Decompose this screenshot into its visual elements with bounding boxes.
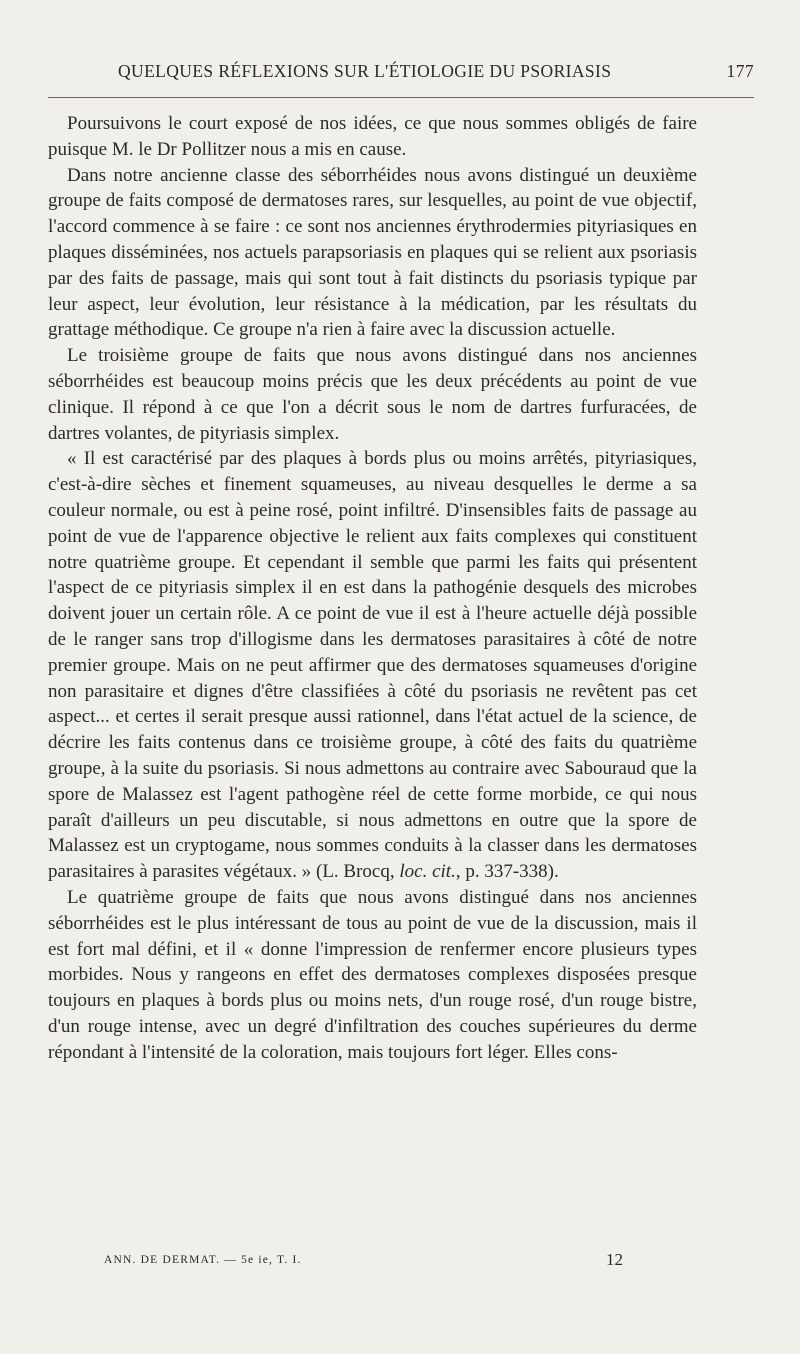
paragraph-3: Le troisième groupe de faits que nous avons distingué dans nos anciennes séborrhéides est beaucoup moins précis que les deux précédents au point de vue clinique. Il répond à ce que l'on a décrit sous le nom de dartres furfuracées, de dartres volantes, de pityriasis simplex. xyxy=(48,345,697,444)
header-rule xyxy=(48,97,754,98)
page-number: 177 xyxy=(726,61,754,81)
printer-signature: ANN. DE DERMAT. — 5e ie, T. I. xyxy=(104,1254,302,1266)
paragraph-1: Poursuivons le court exposé de nos idées, ce que nous sommes obligés de faire puisque M. le Dr Pollitzer nous a mis en cause. xyxy=(48,113,697,160)
running-title: QUELQUES RÉFLEXIONS SUR L'ÉTIOLOGIE DU PSORIASIS xyxy=(118,61,612,81)
paragraph-2: Dans notre ancienne classe des séborrhéides nous avons distingué un deuxième groupe de faits composé de dermatoses rares, sur lesquelles, au point de vue objectif, l'accord commence à se faire : ce sont nos anciennes érythrodermies pityriasiques en plaques disséminées, nos actuels parapsoriasis en plaques qui se relient aux psoriasis par des faits de passage, mais qui sont tout à fait distincts du psoriasis typique par leur aspect, leur évolution, leur résistance à la médication, par les résultats du grattage méthodique. Ce groupe n'a rien à faire avec la discussion actuelle. xyxy=(48,164,697,341)
footer xyxy=(48,1250,754,1274)
quote-text: « Il est caractérisé par des plaques à bords plus ou moins arrêtés, pityriasiques, c'est-à-dire sèches et finement squameuses, au niveau desquelles le derme a sa couleur normale, ou est à peine rosé, point infiltré. D'insensibles faits de passage au point de vue de l'apparence objective le relient aux faits complexes qui constituent notre quatrième groupe. Et cependant il semble que parmi les faits qui présentent l'aspect de ce pityriasis simplex il en est dans la pathogénie desquels des microbes doivent jouer un certain rôle. A ce point de vue il est à l'heure actuelle déjà possible de le ranger sans trop d'illogisme dans les dermatoses parasitaires à côté de notre premier groupe. Mais on ne peut affirmer que des dermatoses squameuses d'origine non parasitaire et dignes d'être classifiées à côté du psoriasis ne revêtent pas cet aspect... et certes il serait presque aussi rationnel, dans l'état actuel de la science, de décrire les faits contenus dans ce troisième groupe, à côté des faits du quatrième groupe, à la suite du psoriasis. Si nous admettons au contraire avec Sabouraud que la spore de Malassez est l'agent pathogène réel de cette forme morbide, ce qui nous paraît d'ailleurs un peu discutable, si nous admettons en outre que la spore de Malassez est un cryptogame, nous sommes conduits à la classer dans les dermatoses parasitaires à parasites végétaux. » (L. Brocq, xyxy=(48,448,697,883)
paragraph-5: Le quatrième groupe de faits que nous avons distingué dans nos anciennes séborrhéides est le plus intéressant de tous au point de vue de la discussion, mais il est fort mal défini, et il « donne l'impression de renfermer encore plusieurs types morbides. Nous y rangeons en effet des dermatoses complexes disposées presque toujours en plaques à bords plus ou moins nets, d'un rouge rosé, d'un rouge bistre, d'un rouge intense, avec un degré d'infiltration des couches supérieures du derme répondant à l'intensité de la coloration, mais toujours fort léger. Elles cons- xyxy=(48,886,697,1063)
body-text xyxy=(48,111,697,1065)
running-header xyxy=(48,61,754,87)
paragraph-4-quote xyxy=(48,446,697,885)
signature-number: 12 xyxy=(606,1250,623,1269)
citation-italic: loc. cit. xyxy=(399,861,456,883)
citation-pages: , p. 337-338). xyxy=(455,861,559,883)
